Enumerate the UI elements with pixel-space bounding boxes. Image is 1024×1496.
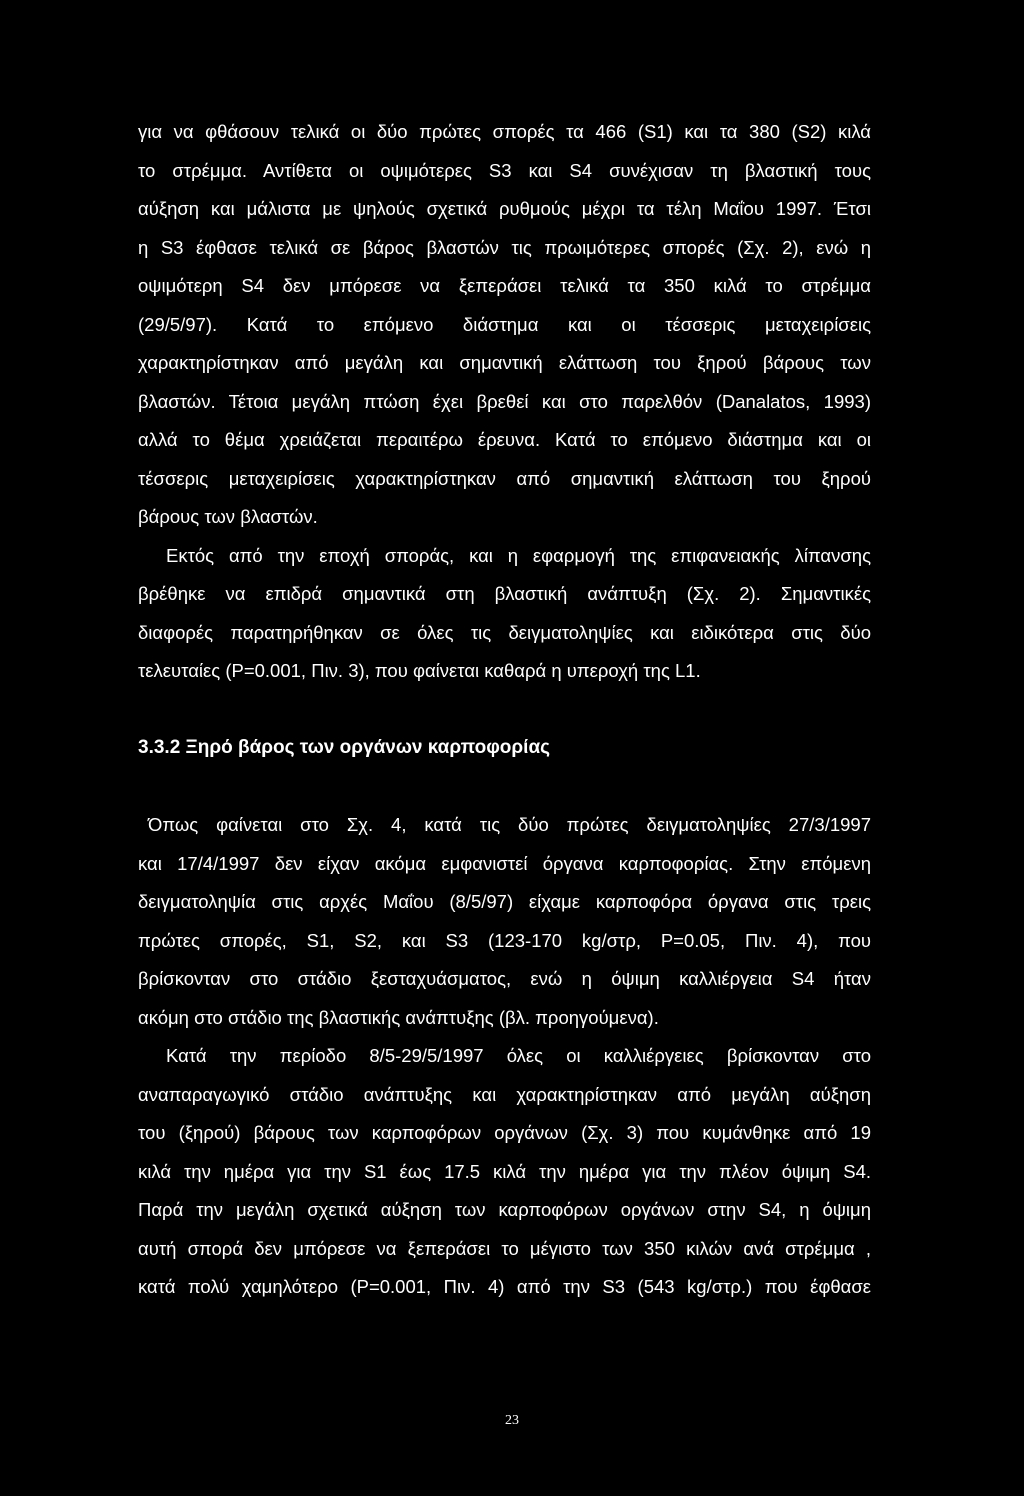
text-line: κιλά την ημέρα για την S1 έως 17.5 κιλά την ημέρα για την πλέον όψιμη S4. (138, 1161, 871, 1182)
text-line: και 17/4/1997 δεν είχαν ακόμα εμφανιστεί όργανα καρποφορίας. Στην επόμενη (138, 853, 871, 874)
text-line: βάρους των βλαστών. (138, 506, 318, 527)
text-line: διαφορές παρατηρήθηκαν σε όλες τις δειγματοληψίες και ειδικότερα στις δύο (138, 622, 871, 643)
text-line: η S3 έφθασε τελικά σε βάρος βλαστών τις πρωιμότερες σπορές (Σχ. 2), ενώ η (138, 237, 871, 258)
text-line: κατά πολύ χαμηλότερο (P=0.001, Πιν. 4) από την S3 (543 kg/στρ.) που έφθασε (138, 1276, 871, 1297)
text-line: του (ξηρού) βάρους των καρποφόρων οργάνων (Σχ. 3) που κυμάνθηκε από 19 (138, 1122, 871, 1143)
text-line: το στρέμμα. Αντίθετα οι οψιμότερες S3 και S4 συνέχισαν τη βλαστική τους (138, 160, 871, 181)
text-line: χαρακτηρίστηκαν από μεγάλη και σημαντική ελάττωση του ξηρού βάρους των (138, 352, 871, 373)
text-line: βρέθηκε να επιδρά σημαντικά στη βλαστική ανάπτυξη (Σχ. 2). Σημαντικές (138, 583, 871, 604)
text-line: αναπαραγωγικό στάδιο ανάπτυξης και χαρακτηρίστηκαν από μεγάλη αύξηση (138, 1084, 871, 1105)
text-line: Παρά την μεγάλη σχετικά αύξηση των καρποφόρων οργάνων στην S4, η όψιμη (138, 1199, 871, 1220)
text-line: Όπως φαίνεται στο Σχ. 4, κατά τις δύο πρώτες δειγματοληψίες 27/3/1997 (148, 814, 871, 835)
text-line: ακόμη στο στάδιο της βλαστικής ανάπτυξης (βλ. προηγούμενα). (138, 1007, 659, 1028)
text-line: τελευταίες (P=0.001, Πιν. 3), που φαίνεται καθαρά η υπεροχή της L1. (138, 660, 701, 681)
text-line: Κατά την περίοδο 8/5-29/5/1997 όλες οι καλλιέργειες βρίσκονταν στο (166, 1045, 871, 1066)
section-heading: 3.3.2 Ξηρό βάρος των οργάνων καρποφορίας (138, 737, 551, 758)
page-number: 23 (505, 1413, 519, 1428)
text-line: για να φθάσουν τελικά οι δύο πρώτες σπορές τα 466 (S1) και τα 380 (S2) κιλά (138, 121, 871, 142)
text-line: βρίσκονταν στο στάδιο ξεσταχυάσματος, ενώ η όψιμη καλλιέργεια S4 ήταν (138, 968, 871, 989)
text-line: οψιμότερη S4 δεν μπόρεσε να ξεπεράσει τελικά τα 350 κιλά το στρέμμα (138, 275, 871, 296)
text-line: δειγματοληψία στις αρχές Μαΐου (8/5/97) είχαμε καρποφόρα όργανα στις τρεις (138, 891, 871, 912)
text-line: πρώτες σπορές, S1, S2, και S3 (123-170 kg/στρ, P=0.05, Πιν. 4), που (138, 930, 871, 951)
text-line: αυτή σπορά δεν μπόρεσε να ξεπεράσει το μέγιστο των 350 κιλών ανά στρέμμα , (138, 1238, 871, 1259)
text-line: αλλά το θέμα χρειάζεται περαιτέρω έρευνα. Κατά το επόμενο διάστημα και οι (138, 429, 871, 450)
text-line: βλαστών. Τέτοια μεγάλη πτώση έχει βρεθεί και στο παρελθόν (Danalatos, 1993) (138, 391, 871, 412)
text-line: (29/5/97). Κατά το επόμενο διάστημα και οι τέσσερις μεταχειρίσεις (138, 314, 871, 335)
text-line: αύξηση και μάλιστα με ψηλούς σχετικά ρυθμούς μέχρι τα τέλη Μαΐου 1997. Έτσι (138, 198, 871, 219)
text-line: τέσσερις μεταχειρίσεις χαρακτηρίστηκαν από σημαντική ελάττωση του ξηρού (138, 468, 871, 489)
text-line: Εκτός από την εποχή σποράς, και η εφαρμογή της επιφανειακής λίπανσης (166, 545, 871, 566)
